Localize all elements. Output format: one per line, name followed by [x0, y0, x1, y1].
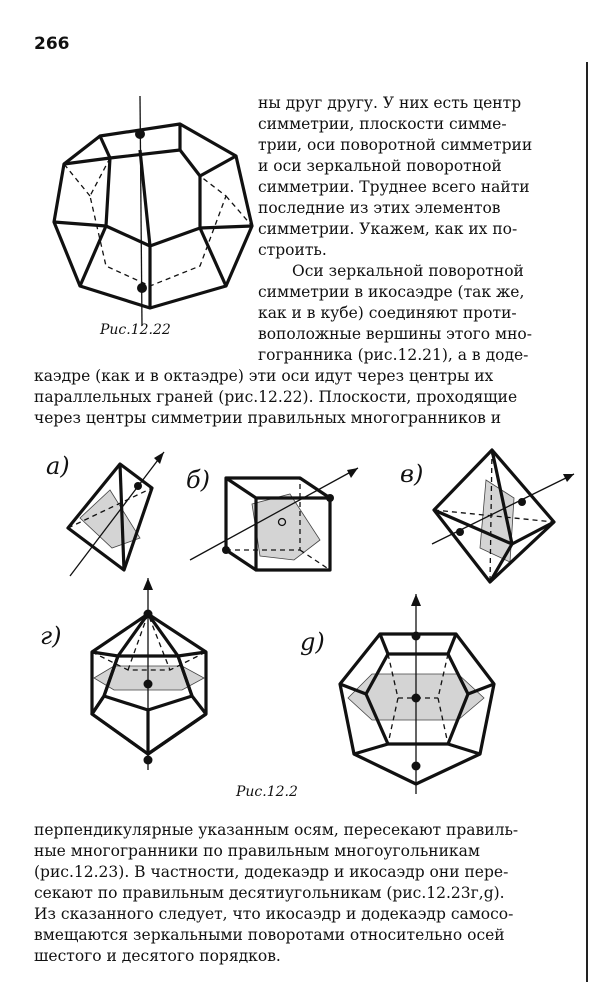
axis-arrow — [143, 578, 153, 590]
axis-point — [134, 482, 142, 490]
axis-point-top — [144, 610, 153, 619]
para1-line: строить. — [258, 241, 327, 259]
para2-line: симметрии в икосаэдре (так же, — [258, 283, 525, 301]
axis-point-top — [412, 632, 421, 641]
label-v: в) — [400, 460, 424, 488]
caption-fig-12-23: Рис.12.2 — [236, 784, 298, 800]
figure-12-22-dodecahedron — [40, 96, 280, 326]
text-line: каэдре (как и в октаэдре) эти оси идут через центры их — [34, 367, 494, 385]
axis-point-bottom — [144, 756, 153, 765]
text-line: через центры симметрии правильных многогранников и — [34, 409, 502, 427]
dodecahedron-hidden-edges — [64, 158, 252, 286]
full-width-text-top — [34, 366, 570, 429]
para1-line: симметрии. Труднее всего найти — [258, 178, 530, 196]
axis-point-2 — [222, 546, 230, 554]
text-line: (рис.12.23). В частности, додекаэдр и икосаэдр они пере- — [34, 863, 509, 881]
text-line: ные многогранники по правильным многоугольникам — [34, 842, 480, 860]
para1-line: трии, оси поворотной симметрии — [258, 136, 533, 154]
axis-point-2 — [456, 528, 464, 536]
axis-arrow — [411, 594, 421, 606]
figure-g-icosahedron — [74, 578, 224, 778]
para1-line: симметрии, плоскости симме- — [258, 115, 507, 133]
text-line: секают по правильным десятиугольникам (рис.12.23г,g). — [34, 884, 505, 902]
para1-line: последние из этих элементов — [258, 199, 501, 217]
label-b: б) — [186, 466, 211, 494]
axis-point-1 — [518, 498, 526, 506]
page-edge-line — [586, 62, 588, 982]
para1-line: симметрии. Укажем, как их по- — [258, 220, 518, 238]
text-line: шестого и десятого порядков. — [34, 947, 281, 965]
axis-point-center — [144, 680, 153, 689]
figure-b-cube — [190, 464, 360, 594]
page-number: 266 — [34, 34, 70, 54]
para1-line: ны друг другу. У них есть центр — [258, 94, 522, 112]
full-width-text-bottom — [34, 820, 570, 967]
axis-point-bottom — [137, 283, 147, 293]
para2-line: как и в кубе) соединяют проти- — [258, 304, 517, 322]
right-column-text — [258, 93, 570, 366]
figure-d-dodecahedron — [328, 594, 508, 794]
axis-point-1 — [326, 494, 334, 502]
label-d: g) — [300, 628, 325, 656]
text-line: вмещаются зеркальными поворотами относительно осей — [34, 926, 505, 944]
label-g: г) — [40, 622, 62, 650]
para2-line: Оси зеркальной поворотной — [292, 262, 524, 280]
axis-point-bottom — [412, 762, 421, 771]
para1-line: и оси зеркальной поворотной — [258, 157, 502, 175]
axis-arrow — [347, 468, 358, 478]
para2-line: воположные вершины этого мно- — [258, 325, 533, 343]
figure-v-octahedron — [426, 444, 576, 594]
axis-point-top — [135, 129, 145, 139]
figure-a-tetrahedron — [40, 448, 170, 578]
label-a: а) — [46, 452, 70, 480]
caption-fig-12-22: Рис.12.22 — [100, 322, 171, 338]
text-line: Из сказанного следует, что икосаэдр и додекаэдр самосо- — [34, 905, 514, 923]
para2-line: гогранника (рис.12.21), а в додe- — [258, 346, 529, 364]
text-line: параллельных граней (рис.12.22). Плоскости, проходящие — [34, 388, 518, 406]
axis-point-center — [412, 694, 421, 703]
text-line: перпендикулярные указанным осям, пересекают правиль- — [34, 821, 519, 839]
dodecahedron-front-edges — [54, 124, 252, 308]
